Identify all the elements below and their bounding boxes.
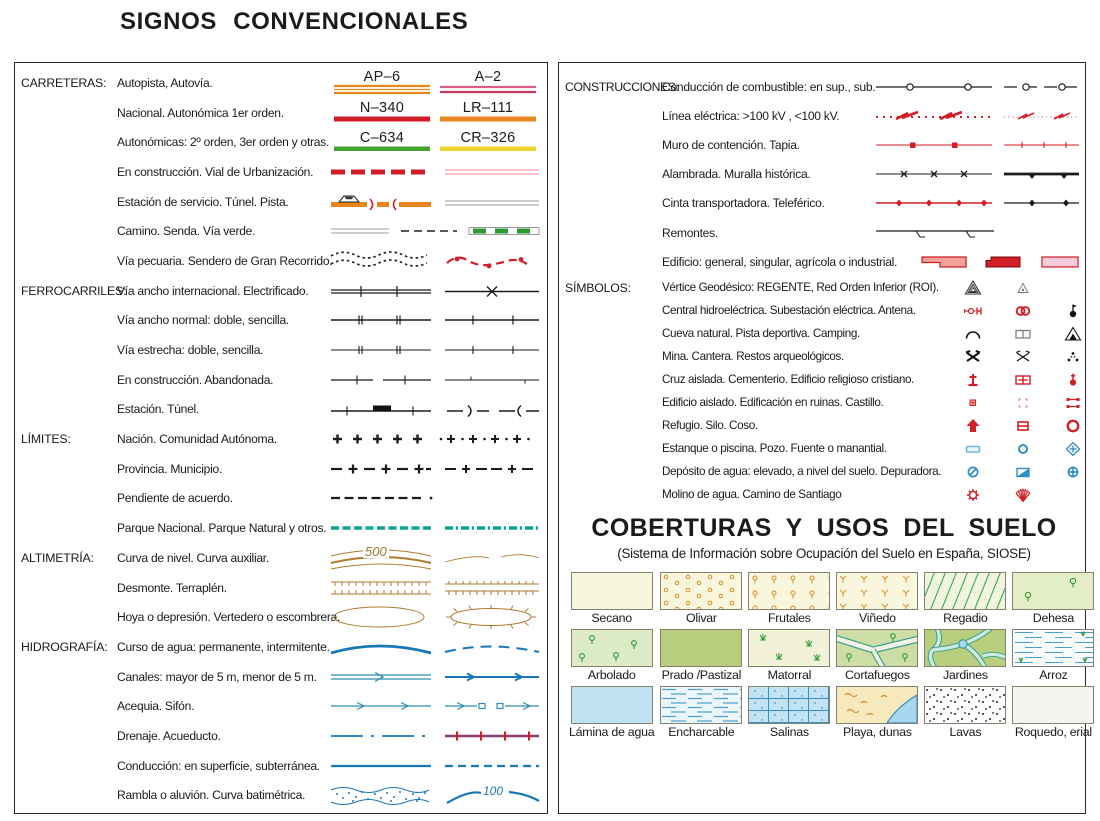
row-label: Central hidroeléctrica. Subestación eléctrica. Antena. [662, 304, 916, 318]
hydroelectric-plant-icon [948, 302, 998, 320]
water-mill-icon [948, 486, 998, 504]
legend-row-alambrada [565, 160, 1083, 189]
canales-symbol [329, 670, 545, 684]
castle-icon [1048, 394, 1098, 412]
ferro-construccion-symbol [329, 373, 545, 387]
legend-row-via-pecuaria [21, 246, 545, 276]
legend-row-cueva [565, 322, 1083, 345]
refuge-icon [948, 417, 998, 435]
road-badge: CR–326 [460, 129, 516, 146]
landcover-cell-playa: Playa, dunas [836, 686, 918, 739]
landcover-cell-arbolado: Arbolado [569, 629, 654, 682]
row-label: Estación de servicio. Túnel. Pista. [117, 194, 289, 209]
right-legend-panel [558, 62, 1092, 814]
legend-row-combustible [565, 72, 1083, 101]
sports-field-icon [998, 325, 1048, 343]
row-label: Muro de contención. Tapia. [662, 137, 800, 152]
road-badge: A–2 [474, 68, 502, 85]
electric-substation-icon [998, 302, 1048, 320]
row-label: Nacional. Autonómica 1er orden. [117, 105, 284, 120]
row-label: Refugio. Silo. Coso. [662, 419, 758, 433]
legend-row-refugio [565, 414, 1083, 437]
road-badge: C–634 [359, 129, 405, 146]
acequia-sifon-symbol [329, 699, 545, 713]
landcover-cell-dehesa: Dehesa [1012, 572, 1094, 625]
row-label: Parque Nacional. Parque Natural y otros. [117, 521, 327, 536]
row-label: Drenaje. Acueducto. [117, 728, 221, 743]
landcover-cell-vinedo: Viñedo [836, 572, 918, 625]
legend-row-curva-nivel [21, 543, 545, 573]
parque-symbol [329, 523, 545, 533]
legend-row-provincia [21, 454, 545, 484]
legend-row-desmonte [21, 573, 545, 603]
road-badge: LR–111 [462, 99, 514, 116]
legend-row-curso-agua [21, 632, 545, 662]
legend-row-conduccion [21, 751, 545, 781]
landcover-cell-matorral: Matorral [748, 629, 830, 682]
christian-religious-building-icon [1048, 371, 1098, 389]
alambrada-muralla-symbol [874, 166, 1083, 182]
bathymetric-value-label: 100 [483, 784, 504, 799]
cemetery-icon [998, 371, 1048, 389]
row-label: Cruz aislada. Cementerio. Edificio religioso cristiano. [662, 373, 914, 387]
conduccion-symbol [329, 760, 545, 772]
row-label: Estanque o piscina. Pozo. Fuente o manantial. [662, 442, 887, 456]
well-icon [998, 440, 1048, 458]
row-label: En construcción. Vial de Urbanización. [117, 164, 314, 179]
row-label: Edificio: general, singular, agrícola o industrial. [662, 254, 898, 269]
road-badge: N–340 [359, 99, 405, 116]
row-label: Acequia. Sifón. [117, 699, 195, 714]
row-label: Cueva natural. Pista deportiva. Camping. [662, 327, 860, 341]
remontes-symbol [874, 225, 1083, 241]
limite-provincia-symbol [329, 460, 545, 478]
section-label-hidrografia: HIDROGRAFÍA: [21, 639, 108, 654]
legend-row-pendiente [21, 484, 545, 514]
coberturas-subtitle: (Sistema de Información sobre Ocupación del Suelo en España, SIOSE) [617, 546, 1031, 562]
construccion-vial-symbol [329, 163, 545, 181]
section-label-limites: LÍMITES: [21, 432, 71, 447]
section-label-simbolos: SÍMBOLOS: [565, 280, 631, 295]
combustible-symbol [874, 79, 1083, 95]
legend-row-via-internacional [21, 276, 545, 306]
bullring-icon [1048, 417, 1098, 435]
section-label-construcciones: CONSTRUCCIONES: [565, 79, 679, 94]
row-label: Vía estrecha: doble, sencilla. [117, 343, 264, 358]
legend-row-edificio [565, 247, 1083, 276]
legend-row-edificio-aislado [565, 391, 1083, 414]
silo-icon [998, 417, 1048, 435]
edificio-symbol [874, 253, 1083, 271]
row-label: Estación. Túnel. [117, 402, 200, 417]
landcover-cell-prado: Prado /Pastizal [660, 629, 742, 682]
landcover-cell-lamina-agua: Lámina de agua [569, 686, 654, 739]
nacional-autonomica-symbol [329, 99, 545, 124]
legend-row-estacion-servicio [21, 187, 545, 217]
row-label: Depósito de agua: elevado, a nivel del suelo. Depuradora. [662, 465, 942, 479]
row-label: Autopista, Autovía. [117, 75, 213, 90]
legend-row-hoya [21, 602, 545, 632]
row-label: Canales: mayor de 5 m, menor de 5 m. [117, 669, 317, 684]
isolated-building-icon [948, 394, 998, 412]
legend-row-central [565, 299, 1083, 322]
rambla-batimetrica-symbol [329, 783, 545, 807]
drenaje-acueducto-symbol [329, 728, 545, 744]
legend-row-molino [565, 483, 1083, 506]
legend-row-vertice [565, 276, 1083, 299]
section-label-carreteras: CARRETERAS: [21, 75, 107, 90]
spring-fountain-icon [1048, 440, 1098, 458]
landcover-cell-regadio: Regadio [924, 572, 1006, 625]
legend-row-cruz [565, 368, 1083, 391]
legend-row-estacion-tunel [21, 395, 545, 425]
legend-row-ferro-construccion [21, 365, 545, 395]
legend-row-nacional [21, 98, 545, 128]
legend-row-camino-senda [21, 216, 545, 246]
ruins-icon [998, 394, 1048, 412]
row-label: Mina. Cantera. Restos arqueológicos. [662, 350, 844, 364]
legend-row-drenaje [21, 721, 545, 751]
antenna-icon [1048, 302, 1098, 320]
left-legend-panel [14, 62, 548, 814]
legend-row-via-estrecha [21, 335, 545, 365]
page-title: SIGNOS CONVENCIONALES [120, 8, 469, 35]
landcover-cell-olivar: Olivar [660, 572, 742, 625]
row-label: Vía pecuaria. Sendero de Gran Recorrido. [117, 253, 333, 268]
landcover-cell-secano: Secano [569, 572, 654, 625]
hoya-vertedero-symbol [329, 604, 545, 630]
row-label: Desmonte. Terraplén. [117, 580, 227, 595]
row-label: Hoya o depresión. Vertedero o escombrera. [117, 610, 341, 625]
legend-row-canales [21, 662, 545, 692]
row-label: Molino de agua. Camino de Santiago [662, 488, 842, 502]
geodesic-vertex-roi-icon [998, 279, 1048, 297]
legend-row-linea-electrica [565, 101, 1083, 130]
landcover-cell-cortafuegos: Cortafuegos [836, 629, 918, 682]
legend-row-en-construccion-vial [21, 157, 545, 187]
legend-row-muro [565, 130, 1083, 159]
landcover-cell-roquedo: Roquedo, erial [1012, 686, 1094, 739]
mine-icon [948, 348, 998, 366]
row-label: Vértice Geodésico: REGENTE, Red Orden Inferior (ROI). [662, 281, 939, 295]
legend-row-acequia [21, 691, 545, 721]
legend-row-deposito [565, 460, 1083, 483]
pendiente-symbol [329, 492, 545, 504]
archaeological-remains-icon [1048, 348, 1098, 366]
row-label: Curva de nivel. Curva auxiliar. [117, 550, 269, 565]
limite-nacion-symbol [329, 430, 545, 448]
row-label: Autonómicas: 2º orden, 3er orden y otras. [117, 135, 330, 150]
camino-de-santiago-shell-icon [998, 486, 1048, 504]
legend-row-remontes [565, 218, 1083, 247]
legend-row-via-normal [21, 306, 545, 336]
curso-agua-symbol [329, 637, 545, 657]
legend-row-mina [565, 345, 1083, 368]
row-label: Línea eléctrica: >100 kV , <100 kV. [662, 108, 840, 123]
landcover-cell-lavas: Lavas [924, 686, 1006, 739]
legend-row-nacion [21, 424, 545, 454]
row-label: Edificio aislado. Edificación en ruinas. Castillo. [662, 396, 884, 410]
ferro-estrecha-symbol [329, 343, 545, 357]
landcover-grid [565, 572, 1092, 740]
row-label: Cinta transportadora. Teleférico. [662, 196, 825, 211]
row-label: Curso de agua: permanente, intermitente. [117, 639, 330, 654]
ferro-internacional-symbol [329, 283, 545, 299]
ferro-normal-symbol [329, 313, 545, 327]
landcover-cell-encharcable: Encharcable [660, 686, 742, 739]
linea-electrica-symbol [874, 108, 1083, 124]
row-label: Vía ancho normal: doble, sencilla. [117, 313, 289, 328]
row-label: Conducción: en superficie, subterránea. [117, 758, 320, 773]
estacion-tunel-symbol [329, 401, 545, 417]
row-label: Camino. Senda. Vía verde. [117, 224, 256, 239]
landcover-cell-salinas: Salinas [748, 686, 830, 739]
row-label: Alambrada. Muralla histórica. [662, 167, 811, 182]
isolated-cross-icon [948, 371, 998, 389]
pecuaria-gr-symbol [329, 250, 545, 272]
coberturas-title: COBERTURAS Y USOS DEL SUELO [591, 514, 1057, 543]
legend-row-cinta [565, 189, 1083, 218]
section-label-ferrocarriles: FERROCARRILES: [21, 283, 127, 298]
legend-row-autonomicas [21, 127, 545, 157]
row-label: Pendiente de acuerdo. [117, 491, 233, 506]
contour-value-label: 500 [365, 543, 387, 559]
legend-row-autopista [21, 68, 545, 98]
ground-water-tank-icon [998, 463, 1048, 481]
camino-senda-viaverde-symbol [329, 224, 545, 238]
desmonte-terraplen-symbol [329, 578, 545, 598]
row-label: Conducción de combustible: en sup., sub. [662, 79, 876, 94]
row-label: En construcción. Abandonada. [117, 372, 274, 387]
treatment-plant-icon [1048, 463, 1098, 481]
pond-pool-icon [948, 440, 998, 458]
autonomicas-symbol [329, 129, 545, 153]
row-label: Vía ancho internacional. Electrificado. [117, 283, 309, 298]
estacion-tunel-pista-symbol [329, 193, 545, 211]
autopista-autovia-symbol [329, 68, 545, 95]
row-label: Provincia. Municipio. [117, 461, 223, 476]
cinta-teleferico-symbol [874, 195, 1083, 211]
curva-nivel-symbol [329, 545, 545, 571]
row-label: Nación. Comunidad Autónoma. [117, 432, 277, 447]
landcover-cell-arroz: Arroz [1012, 629, 1094, 682]
road-badge: AP–6 [363, 68, 401, 85]
legend-row-rambla [21, 781, 545, 811]
landcover-cell-frutales: Frutales [748, 572, 830, 625]
row-label: Remontes. [662, 225, 718, 240]
quarry-icon [998, 348, 1048, 366]
geodesic-vertex-regente-icon [948, 279, 998, 297]
row-label: Rambla o aluvión. Curva batimétrica. [117, 788, 306, 803]
legend-row-parque [21, 513, 545, 543]
camping-icon [1048, 325, 1098, 343]
legend-row-estanque [565, 437, 1083, 460]
section-label-altimetria: ALTIMETRÍA: [21, 550, 94, 565]
muro-tapia-symbol [874, 137, 1083, 153]
elevated-water-tank-icon [948, 463, 998, 481]
natural-cave-icon [948, 325, 998, 343]
landcover-cell-jardines: Jardines [924, 629, 1006, 682]
